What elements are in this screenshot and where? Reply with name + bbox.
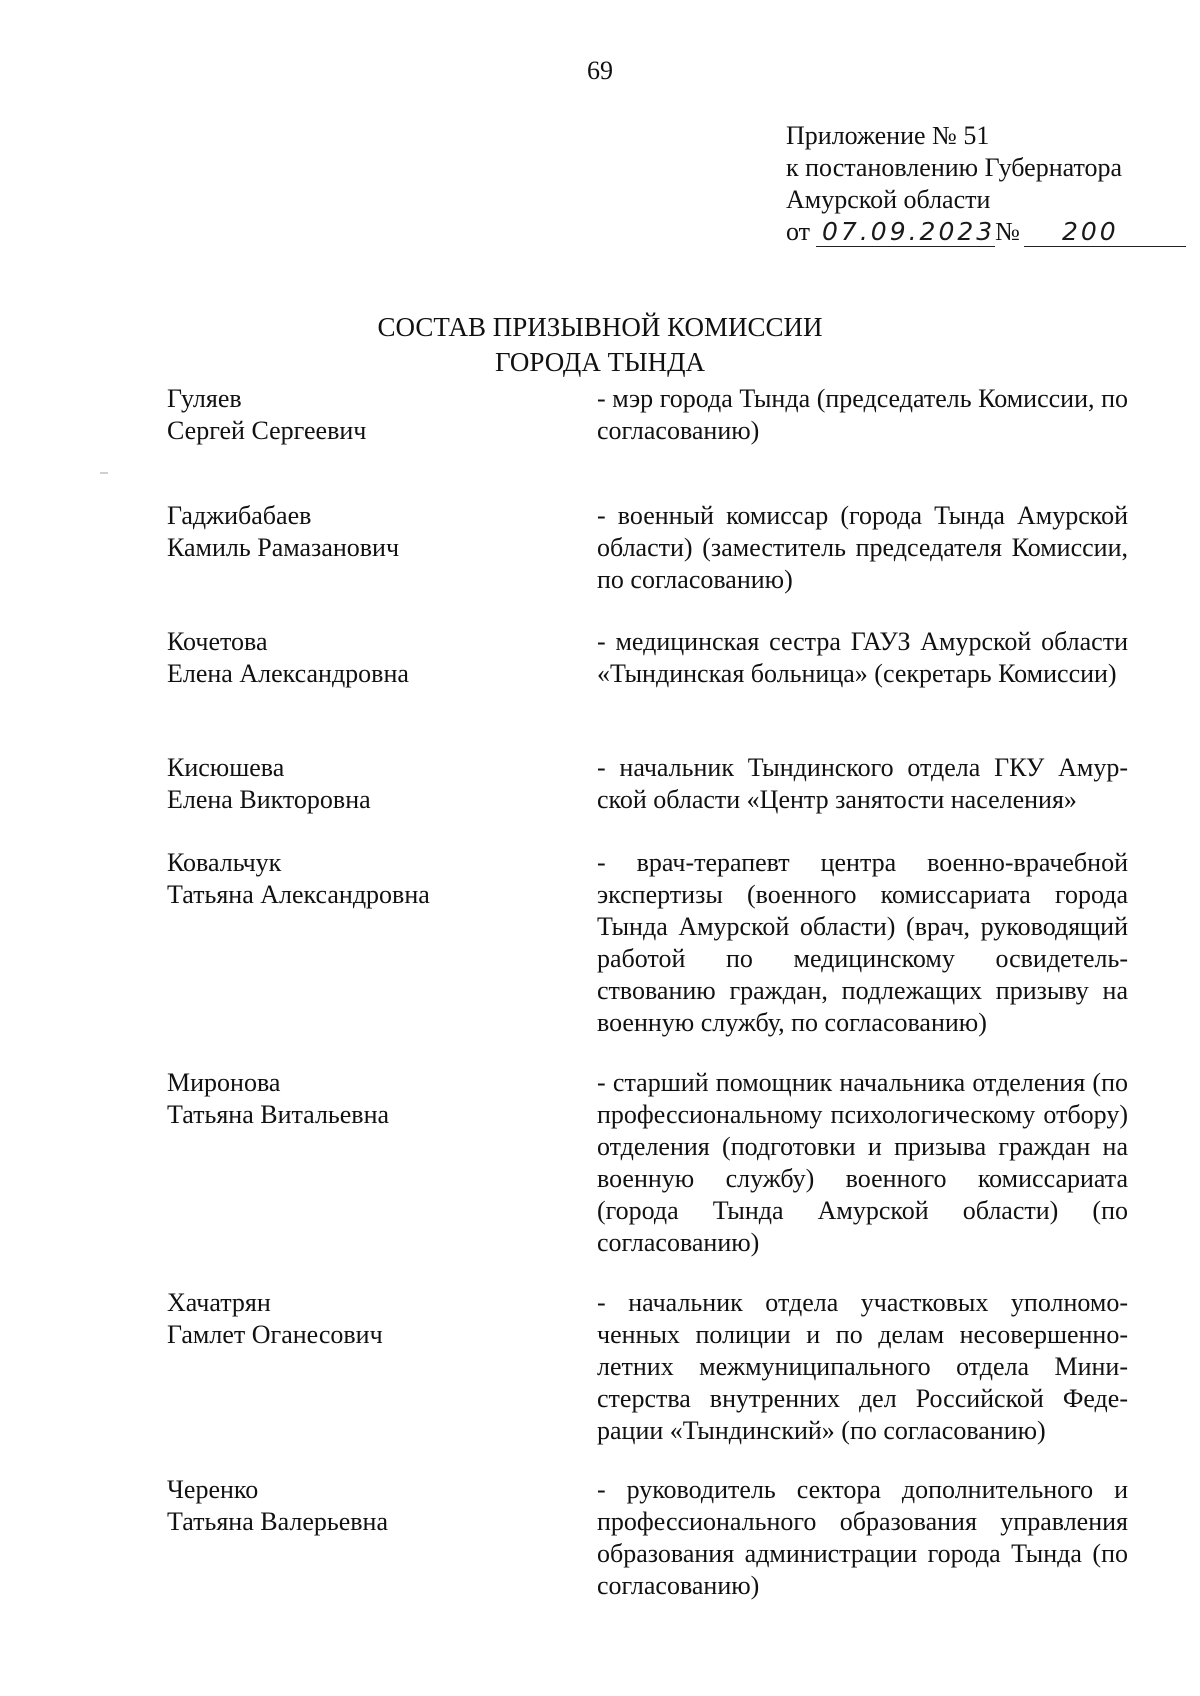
member-surname: Кочетова [167,627,268,656]
member-given-names: Камиль Рамазанович [167,533,400,562]
member-name [167,626,547,690]
member-given-names: Татьяна Витальевна [167,1100,390,1129]
member-given-names: Елена Викторовна [167,785,371,814]
appendix-title: Приложение № 51 [786,121,990,150]
member-role: - начальник отдела участковых уполномоченных полиции и по делам несовершеннолетних межмуниципального отдела Министерства внутренних дел Российской Федерации «Тындинский» (по согласованию) [597,1288,1128,1445]
member-name [167,1067,547,1131]
member-name [167,500,547,564]
handwritten-number: 200 [1061,217,1119,246]
member-given-names: Гамлет Оганесович [167,1320,383,1349]
member-surname: Гуляев [167,384,242,413]
member-role: - начальник Тындинского отдела ГКУ Амурской области «Центр занятости населения» [597,753,1128,814]
member-name [167,383,547,447]
member-role: - руководитель сектора дополнительного и профессионального образования управления образования администрации города Тында (по согласованию) [597,1475,1128,1600]
member-role: - старший помощник начальника отделения (по профессиональному психологическому отбору) отделения (подготовки и призыва граждан на военную службу) военного комиссариата (города Тында Амурской области) (по согласованию) [597,1068,1128,1257]
appendix-region: Амурской области [786,185,991,214]
member-surname: Миронова [167,1068,281,1097]
appendix-decree-ref: к постановлению Губернатора [786,153,1123,182]
member-name [167,1287,547,1351]
member-surname: Хачатрян [167,1288,271,1317]
member-role: - мэр города Тында (председатель Комиссии, по согласованию) [597,384,1128,445]
title-line-2: ГОРОДА ТЫНДА [494,347,706,377]
member-name [167,1474,547,1538]
member-given-names: Сергей Сергеевич [167,416,367,445]
page-number: 69 [587,56,613,85]
member-given-names: Татьяна Александровна [167,880,430,909]
member-role: - медицинская сестра ГАУЗ Амурской области «Тындинская больница» (секретарь Комиссии) [597,627,1128,688]
member-surname: Гаджибабаев [167,501,312,530]
member-given-names: Елена Александровна [167,659,409,688]
member-name [167,847,547,911]
number-sign: № [995,217,1020,246]
member-role: - врач-терапевт центра военно-врачебной экспертизы (военного комиссариата города Тында Амурской области) (врач, руководящий работой по медицинскому освидетельствованию граждан, подлежащих призыву на военную службу, по согласованию) [597,848,1128,1037]
member-surname: Черенко [167,1475,259,1504]
date-prefix: от [786,217,811,246]
member-given-names: Татьяна Валерьевна [167,1507,388,1536]
member-surname: Кисюшева [167,753,285,782]
title-line-1: СОСТАВ ПРИЗЫВНОЙ КОМИССИИ [377,312,823,342]
member-name [167,752,547,816]
member-surname: Ковальчук [167,848,282,877]
handwritten-date: 07.09.2023 [822,217,996,246]
member-role: - военный комиссар (города Тында Амурской области) (заместитель председателя Комиссии, по согласованию) [597,501,1128,594]
